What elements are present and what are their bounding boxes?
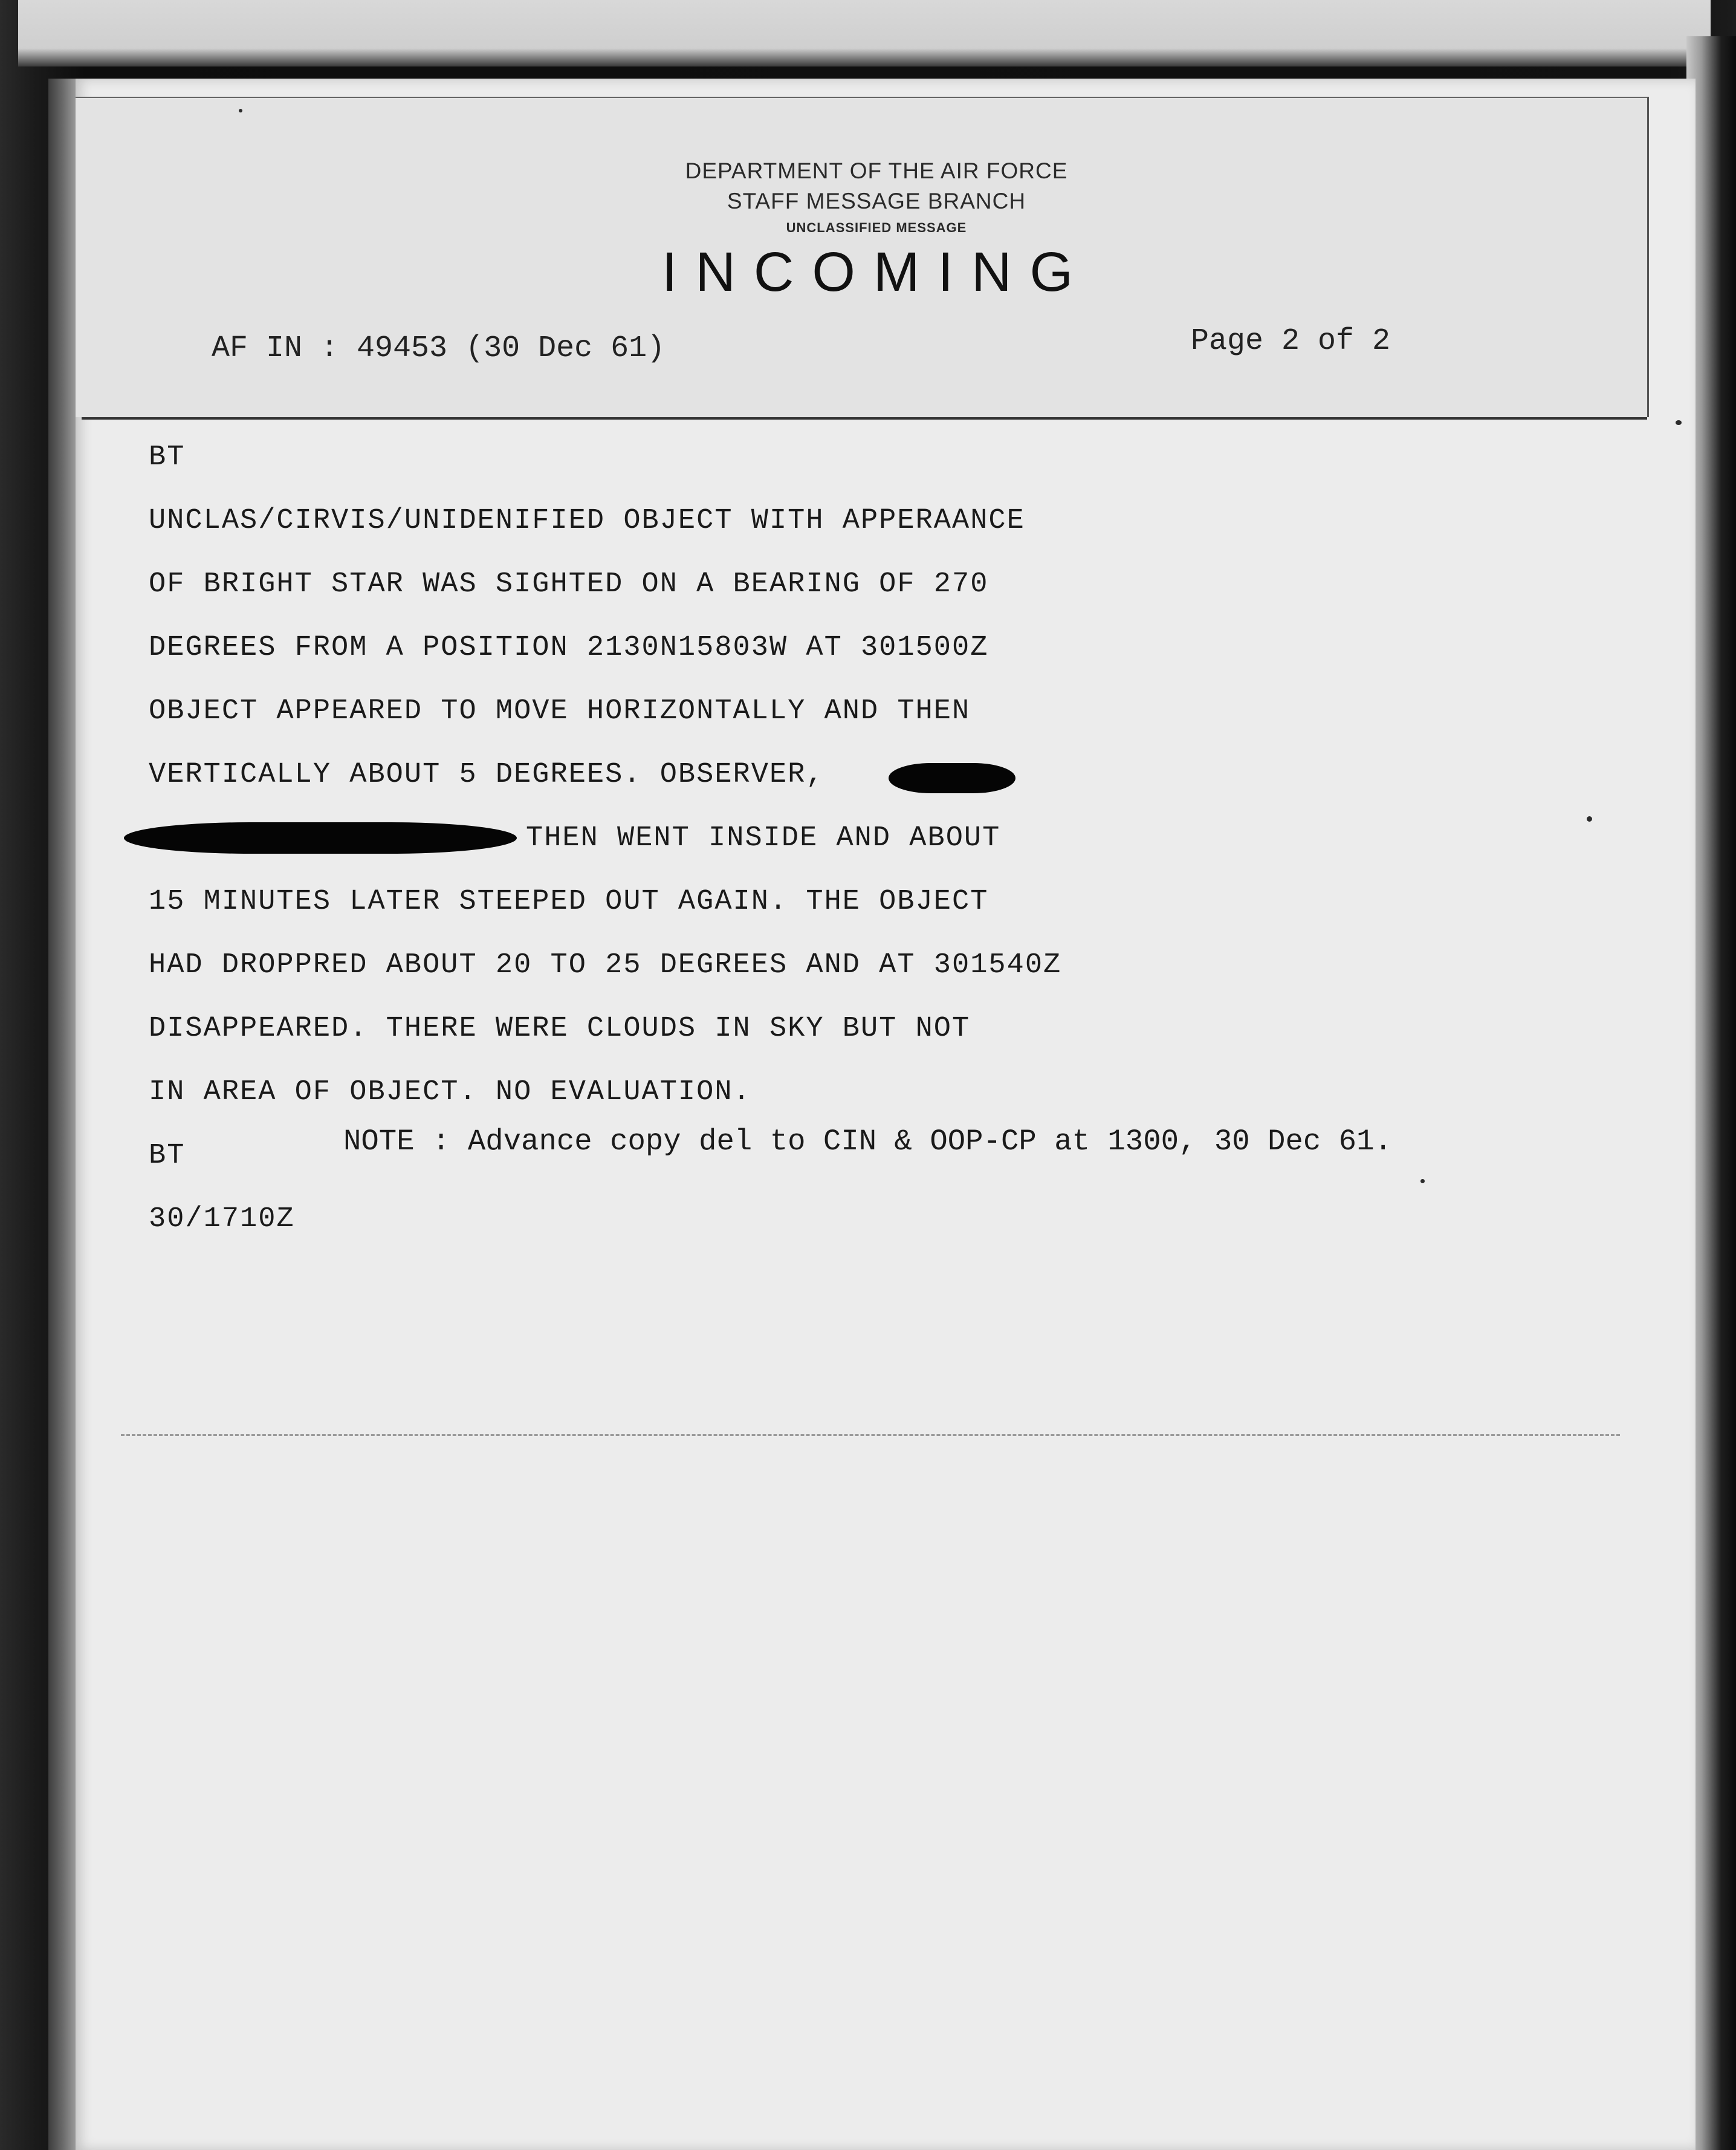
incoming-banner: INCOMING [661,241,1092,303]
message-line: THEN WENT INSIDE AND ABOUT [526,822,1001,854]
advance-copy-note: NOTE : Advance copy del to CIN & OOP-CP at 1300, 30 Dec 61. [343,1125,1392,1158]
branch-name: STAFF MESSAGE BRANCH [727,189,1026,213]
faint-fold-line [121,1434,1620,1436]
message-line: IN AREA OF OBJECT. NO EVALUATION. [149,1076,751,1108]
message-line: VERTICALLY ABOUT 5 DEGREES. OBSERVER, [149,759,824,791]
message-line: DEGREES FROM A POSITION 2130N15803W AT 301500Z [149,632,989,664]
redaction-mark [124,822,517,854]
message-line: BT [149,441,186,473]
message-line: 15 MINUTES LATER STEEPED OUT AGAIN. THE OBJECT [149,886,989,918]
agency-name: DEPARTMENT OF THE AIR FORCE [685,158,1068,183]
paper-speck [239,109,242,112]
message-line: HAD DROPPRED ABOUT 20 TO 25 DEGREES AND AT 301540Z [149,949,1062,981]
message-line: OBJECT APPEARED TO MOVE HORIZONTALLY AND THEN [149,695,971,727]
paper-speck [1676,420,1682,425]
message-line: OF BRIGHT STAR WAS SIGHTED ON A BEARING OF 270 [149,568,989,600]
header-divider [82,417,1647,420]
af-in-number: AF IN : 49453 (30 Dec 61) [212,331,666,366]
date-time-group: 30/1710Z [149,1203,295,1235]
classification-label: UNCLASSIFIED MESSAGE [786,220,967,235]
message-line: DISAPPEARED. THERE WERE CLOUDS IN SKY BUT NOT [149,1013,971,1045]
header-top-rule [76,97,1647,98]
redaction-mark [889,763,1015,793]
message-line: BT [149,1140,186,1172]
paper-speck [1587,816,1592,822]
page-number: Page 2 of 2 [1191,324,1391,359]
paper-speck [1420,1179,1425,1183]
scan-top-strip [18,0,1711,67]
message-line: UNCLAS/CIRVIS/UNIDENIFIED OBJECT WITH APPERAANCE [149,505,1025,537]
